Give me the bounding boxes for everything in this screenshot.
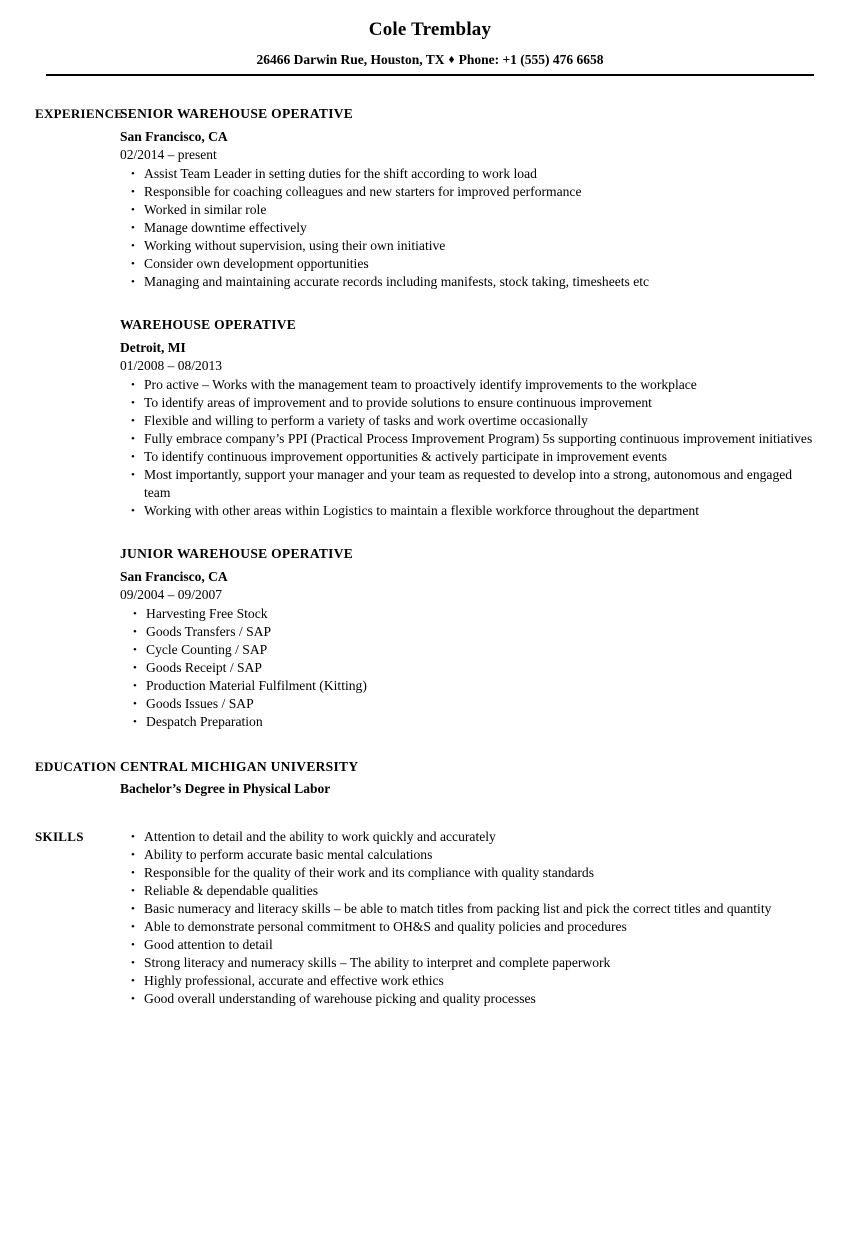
job-bullet: • Working without supervision, using their own initiative [120,237,815,255]
contact-phone: Phone: +1 (555) 476 6658 [458,52,604,67]
skill-bullet: • Ability to perform accurate basic mental calculations [120,846,815,864]
header-divider [46,74,814,76]
contact-line [0,51,860,69]
education-body [120,758,860,798]
resume-header [0,0,860,76]
job-title: SENIOR WAREHOUSE OPERATIVE [120,106,354,122]
job-bullet: • To identify continuous improvement opportunities & actively participate in improvement events [120,448,815,466]
job-entry [120,316,815,520]
job-bullet: • Goods Transfers / SAP [120,623,815,641]
education-section [0,758,860,798]
contact-address: 26466 Darwin Rue, Houston, TX [256,52,445,67]
job-bullet-list [120,165,815,291]
job-bullet: • Assist Team Leader in setting duties for the shift according to work load [120,165,815,183]
skill-bullet: • Able to demonstrate personal commitment to OH&S and quality policies and procedures [120,918,815,936]
job-bullet: • Despatch Preparation [120,713,815,731]
job-bullet: • Flexible and willing to perform a variety of tasks and work overtime occasionally [120,412,815,430]
job-location: San Francisco, CA [120,129,228,145]
job-entry [120,545,815,731]
skills-section [0,828,860,1008]
job-bullet: • Goods Issues / SAP [120,695,815,713]
job-dates: 02/2014 – present [120,147,217,163]
section-label-skills: SKILLS [35,829,84,845]
job-bullet: • Responsible for coaching colleagues and new starters for improved performance [120,183,815,201]
job-bullet: • Worked in similar role [120,201,815,219]
job-bullet: • Manage downtime effectively [120,219,815,237]
job-bullet: • Pro active – Works with the management team to proactively identify improvements to the workplace [120,376,815,394]
job-bullet-list [120,376,815,520]
job-bullet: • To identify areas of improvement and to provide solutions to ensure continuous improvement [120,394,815,412]
candidate-name: Cole Tremblay [368,19,492,40]
skill-bullet: • Basic numeracy and literacy skills – be able to match titles from packing list and pick the correct titles and quantity [120,900,815,918]
skills-bullet-list [120,828,815,1008]
job-bullet: • Cycle Counting / SAP [120,641,815,659]
job-location: San Francisco, CA [120,569,228,585]
section-label-experience: EXPERIENCE [35,106,124,122]
job-bullet: • Consider own development opportunities [120,255,815,273]
job-title: WAREHOUSE OPERATIVE [120,317,297,333]
skill-bullet: • Highly professional, accurate and effective work ethics [120,972,815,990]
skill-bullet: • Reliable & dependable qualities [120,882,815,900]
job-bullet: • Working with other areas within Logistics to maintain a flexible workforce throughout the department [120,502,815,520]
skills-body [120,828,860,1008]
skill-bullet: • Attention to detail and the ability to work quickly and accurately [120,828,815,846]
section-label-education: EDUCATION [35,759,117,775]
job-bullet: • Production Material Fulfilment (Kitting) [120,677,815,695]
skill-bullet: • Responsible for the quality of their work and its compliance with quality standards [120,864,815,882]
education-school: CENTRAL MICHIGAN UNIVERSITY [120,759,359,775]
job-dates: 01/2008 – 08/2013 [120,358,223,374]
job-title: JUNIOR WAREHOUSE OPERATIVE [120,546,354,562]
experience-section [0,105,860,731]
job-bullet-list [120,605,815,731]
job-bullet: • Fully embrace company’s PPI (Practical Process Improvement Program) 5s supporting continuous improvement initiatives [120,430,815,448]
diamond-separator-icon: ♦ [448,52,455,66]
job-bullet: • Harvesting Free Stock [120,605,815,623]
skill-bullet: • Good attention to detail [120,936,815,954]
job-bullet: • Managing and maintaining accurate records including manifests, stock taking, timesheets etc [120,273,815,291]
skill-bullet: • Strong literacy and numeracy skills – The ability to interpret and complete paperwork [120,954,815,972]
job-location: Detroit, MI [120,340,186,356]
experience-body [120,105,860,731]
job-bullet: • Goods Receipt / SAP [120,659,815,677]
education-degree: Bachelor’s Degree in Physical Labor [120,781,331,797]
skill-bullet: • Good overall understanding of warehouse picking and quality processes [120,990,815,1008]
job-entry [120,105,815,291]
job-dates: 09/2004 – 09/2007 [120,587,223,603]
job-bullet: • Most importantly, support your manager and your team as requested to develop into a strong, autonomous and engaged team [120,466,815,502]
